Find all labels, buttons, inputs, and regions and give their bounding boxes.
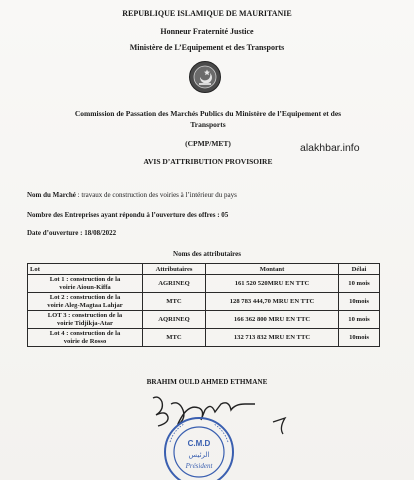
mauritania-seal-icon (188, 60, 222, 94)
header-amount: Montant (206, 264, 339, 275)
header-lot: Lot (28, 264, 143, 275)
notice-title: AVIS D’ATTRIBUTION PROVISOIRE (143, 157, 273, 166)
opening-date-text: Date d’ouverture : 18/08/2022 (27, 229, 117, 237)
commission-line-1: Commission de Passation des Marchés Publics du Ministère de l’Equipement et des (74, 109, 342, 118)
table-row (28, 293, 380, 311)
commission-line-2: Transports (190, 120, 226, 129)
header-awardees: Attributaires (143, 264, 206, 275)
opening-date-line (27, 229, 116, 237)
lot-line-2: voirie Aioun-Kiffa (59, 283, 111, 291)
awardee-cell: AQRINEQ (143, 311, 206, 329)
lot-line-2: voirie Tidjikja-Atar (57, 319, 113, 327)
lot-line-1: Lot 2 : construction de la (49, 294, 121, 301)
awardee-cell: MTC (143, 293, 206, 311)
ministry-name: Ministère de L’Equipement et des Transports (129, 43, 285, 52)
table-row (28, 311, 380, 329)
lot-line-1: Lot 1 : construction de la (49, 276, 121, 283)
lot-line-1: Lot 4 : construction de la (49, 330, 121, 337)
country-header: REPUBLIQUE ISLAMIQUE DE MAURITANIE (122, 9, 292, 18)
lot-cell (28, 329, 143, 347)
bidders-count-line (27, 211, 228, 219)
amount-cell: 161 520 520MRU EN TTC (206, 275, 339, 293)
bidders-count-text: Nombre des Entreprises ayant répondu à l’ouverture des offres : 05 (27, 211, 229, 219)
delay-cell: 10 mois (339, 311, 380, 329)
commission-acronym: (CPMP/MET) (185, 139, 231, 148)
delay-cell: 10mois (339, 293, 380, 311)
stamp-bottom-text: Président (185, 462, 213, 470)
stamp-center-text: C.M.D (187, 439, 211, 448)
lot-cell (28, 293, 143, 311)
awardee-cell: AGRINEQ (143, 275, 206, 293)
amount-cell: 132 713 832 MRU EN TTC (206, 329, 339, 347)
market-name-value: : travaux de construction des voiries à l’intérieur du pays (75, 191, 237, 199)
table-row (28, 275, 380, 293)
award-table (27, 263, 380, 347)
delay-cell: 10mois (339, 329, 380, 347)
amount-cell: 166 362 800 MRU EN TTC (206, 311, 339, 329)
header-delay: Délai (339, 264, 380, 275)
amount-cell: 128 783 444,70 MRU EN TTC (206, 293, 339, 311)
lot-line-2: voirie Aleg-Magtaa Lahjar (47, 301, 123, 309)
national-motto: Honneur Fraternité Justice (160, 27, 254, 36)
lot-cell (28, 275, 143, 293)
lot-line-1: LOT 3 : construction de la (47, 312, 123, 319)
lot-line-2: voirie de Rosso (63, 337, 107, 345)
official-stamp (160, 412, 238, 480)
delay-cell: 10 mois (339, 275, 380, 293)
table-row (28, 329, 380, 347)
signer-name: BRAHIM OULD AHMED ETHMANE (146, 378, 268, 386)
awardees-title: Noms des attributaires (173, 250, 241, 258)
awardee-cell: MTC (143, 329, 206, 347)
lot-cell (28, 311, 143, 329)
market-name-line (27, 191, 237, 199)
stamp-arabic-text: الرئيس (188, 451, 210, 459)
market-name-label: Nom du Marché (27, 191, 76, 199)
site-watermark: alakhbar.info (300, 142, 360, 154)
table-header-row (28, 264, 380, 275)
